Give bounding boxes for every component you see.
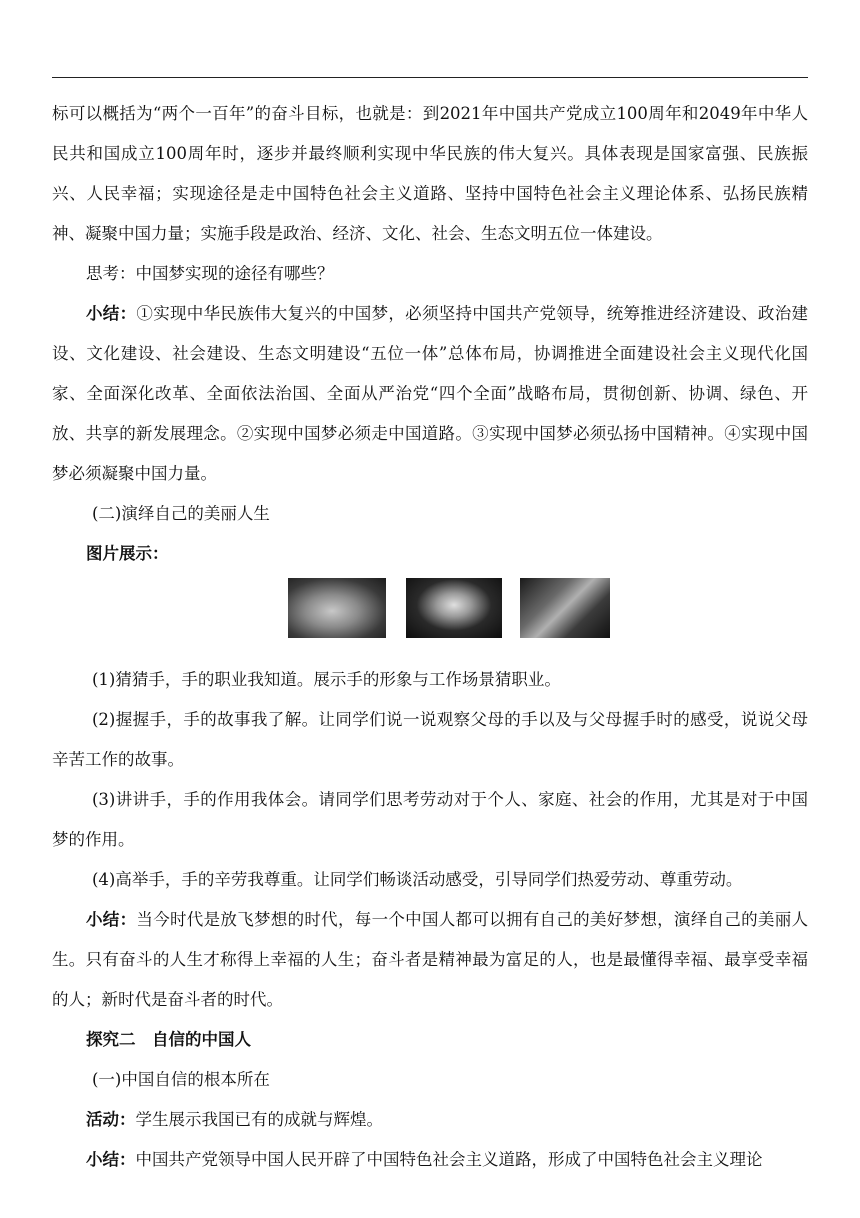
photo-hands-grain bbox=[288, 578, 386, 638]
photo-hands-gloves bbox=[406, 578, 502, 638]
activity-item-1: (1)猜猜手，手的职业我知道。展示手的形象与工作场景猜职业。 bbox=[92, 670, 561, 689]
summary-text: 当今时代是放飞梦想的时代，每一个中国人都可以拥有自己的美好梦想，演绎自己的美丽人生。只有奋斗的人生才称得上幸福的人生；奋斗者是精神最为富足的人，也是最懂得幸福、最享受幸福的人；新时代是奋斗者的时代。 bbox=[52, 910, 809, 1009]
photo-strip bbox=[52, 578, 808, 650]
activity-item-4: (4)高举手，手的辛劳我尊重。让同学们畅谈活动感受，引导同学们热爱劳动、尊重劳动。 bbox=[92, 870, 743, 889]
activity-item-3: (3)讲讲手，手的作用我体会。请同学们思考劳动对于个人、家庭、社会的作用，尤其是对于中国梦的作用。 bbox=[52, 790, 808, 849]
summary-life bbox=[52, 900, 808, 1020]
activity-item-2: (2)握握手，手的故事我了解。让同学们说一说观察父母的手以及与父母握手时的感受，说说父母辛苦工作的故事。 bbox=[52, 710, 808, 769]
think-question: 思考：中国梦实现的途径有哪些？ bbox=[86, 264, 334, 283]
pictures-label: 图片展示： bbox=[86, 544, 169, 563]
summary-text: ①实现中华民族伟大复兴的中国梦，必须坚持中国共产党领导，统筹推进经济建设、政治建设、文化建设、社会建设、生态文明建设“五位一体”总体布局，协调推进全面建设社会主义现代化国家、全面深化改革、全面依法治国、全面从严治党“四个全面”战略布局，贯彻创新、协调、绿色、开放、共享的新发展理念。②实现中国梦必须走中国道路。③实现中国梦必须弘扬中国精神。④实现中国梦必须凝聚中国力量。 bbox=[52, 304, 809, 483]
document-body bbox=[52, 94, 808, 1180]
section-heading-1: (一)中国自信的根本所在 bbox=[92, 1070, 270, 1089]
summary-label: 小结： bbox=[86, 1150, 136, 1169]
section-heading-2: (二)演绎自己的美丽人生 bbox=[92, 504, 270, 523]
activity-text: 学生展示我国已有的成就与辉煌。 bbox=[135, 1110, 383, 1129]
summary-confidence bbox=[52, 1140, 808, 1180]
explore-heading: 探究二 自信的中国人 bbox=[86, 1030, 251, 1049]
summary-text: 中国共产党领导中国人民开辟了中国特色社会主义道路，形成了中国特色社会主义理论 bbox=[135, 1150, 763, 1169]
activity-label: 活动： bbox=[86, 1110, 136, 1129]
paragraph-goal: 标可以概括为“两个一百年”的奋斗目标，也就是：到2021年中国共产党成立100周年和2049年中华人民共和国成立100周年时，逐步并最终顺利实现中华民族的伟大复兴。具体表现是国家富强、民族振兴、人民幸福；实现途径是走中国特色社会主义道路、坚持中国特色社会主义理论体系、弘扬民族精神、凝聚中国力量；实施手段是政治、经济、文化、社会、生态文明五位一体建设。 bbox=[52, 104, 808, 243]
summary-label: 小结： bbox=[86, 910, 137, 929]
summary-paths bbox=[52, 294, 808, 494]
activity-paragraph bbox=[52, 1100, 808, 1140]
photo-hands-work bbox=[520, 578, 610, 638]
header-rule bbox=[52, 77, 808, 78]
summary-label: 小结： bbox=[86, 304, 137, 323]
